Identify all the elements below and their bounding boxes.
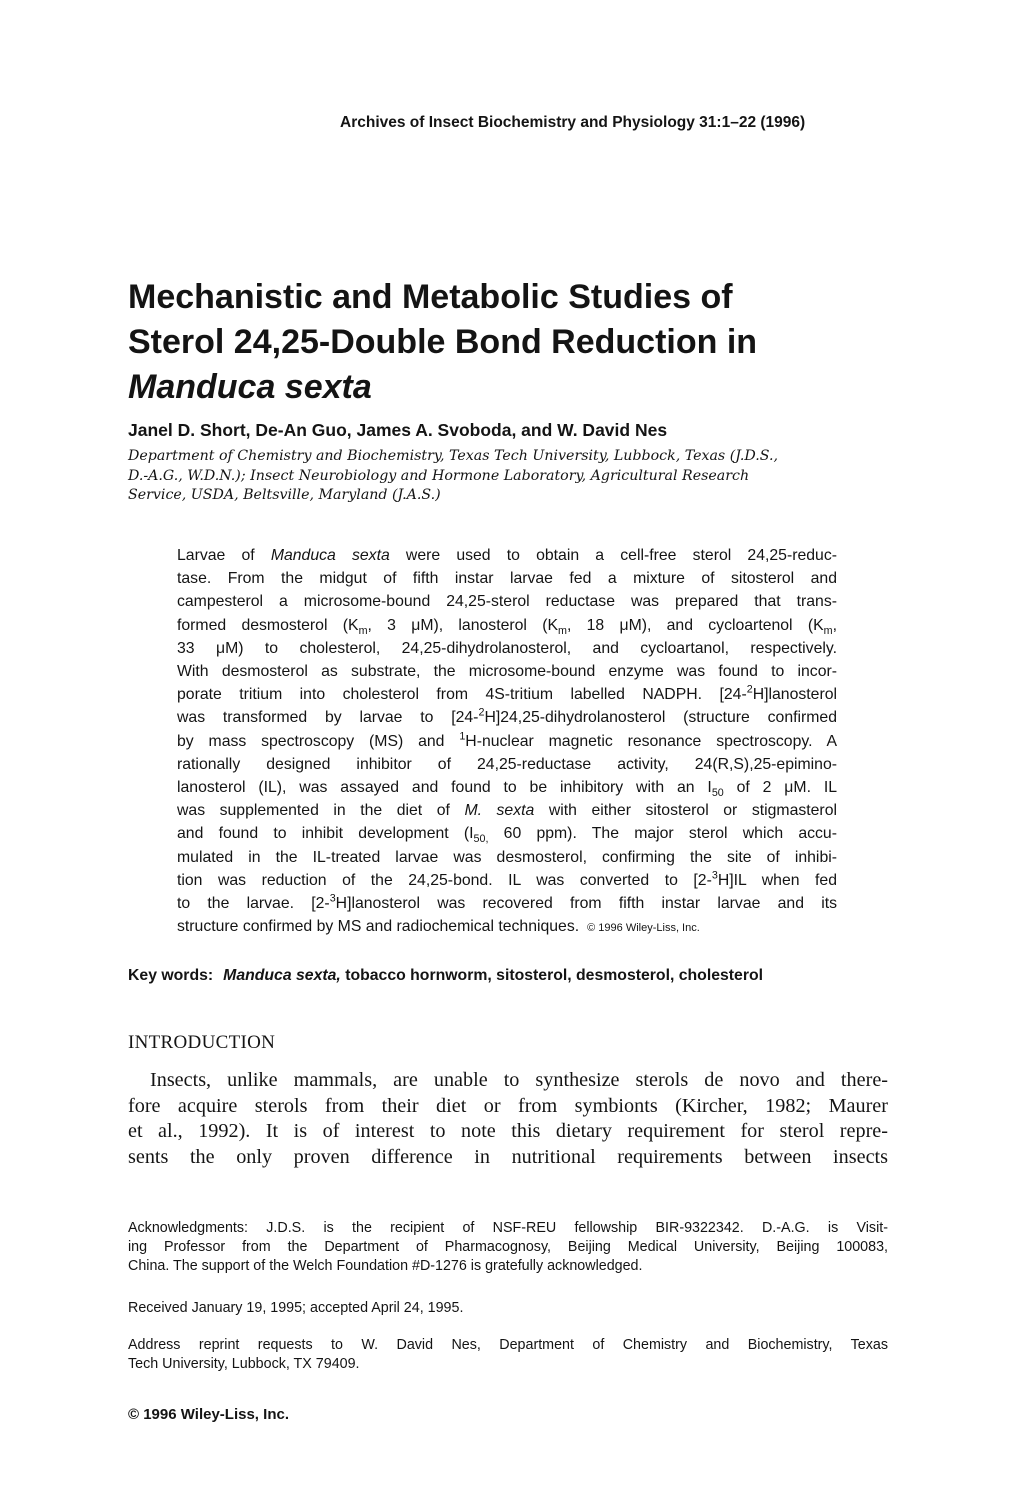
abstract-line: 33 μM) to cholesterol, 24,25-dihydrolanosterol, and cycloartanol, respectively. xyxy=(177,639,837,657)
body-line: et al., 1992). It is of interest to note this dietary requirement for sterol repre- xyxy=(128,1120,888,1143)
received-dates: Received January 19, 1995; accepted April 24, 1995. xyxy=(128,1300,464,1316)
body-line: sents the only proven difference in nutritional requirements between insects xyxy=(128,1145,888,1168)
keywords xyxy=(128,967,888,985)
abstract-line: by mass spectroscopy (MS) and $^1$H-nuclear magnetic resonance spectroscopy. A xyxy=(177,730,837,750)
body-line: fore acquire sterols from their diet or from symbionts (Kircher, 1982; Maurer xyxy=(128,1094,888,1117)
abstract-line: lanosterol (IL), was assayed and found to be inhibitory with an $I_{50}$ of 2 μM. IL xyxy=(177,779,837,800)
keyword-list: tobacco hornworm, sitosterol, desmosterol, cholesterol xyxy=(340,967,764,984)
abstract-line: structure confirmed by MS and radiochemical techniques. © 1996 Wiley-Liss, Inc. xyxy=(177,918,700,936)
abstract xyxy=(177,544,837,940)
copyright-notice: © 1996 Wiley-Liss, Inc. xyxy=(128,1406,289,1423)
footnote-line: ing Professor from the Department of Pharmacognosy, Beijing Medical University, Beijing 100083, xyxy=(128,1239,888,1255)
keyword-species: Manduca sexta, xyxy=(223,967,341,984)
title-line-2: Sterol 24,25-Double Bond Reduction in xyxy=(128,323,758,361)
abstract-line: campesterol a microsome-bound 24,25-sterol reductase was prepared that trans- xyxy=(177,593,837,611)
footnote-line: Acknowledgments: J.D.S. is the recipient of NSF-REU fellowship BIR-9322342. D.-A.G. is Visit- xyxy=(128,1220,888,1236)
article-title xyxy=(128,275,888,410)
reprint-address xyxy=(128,1336,888,1374)
abstract-line: was transformed by larvae to [24-$^2$H]24,25-dihydrolanosterol (structure confirmed xyxy=(177,707,837,727)
abstract-line: and found to inhibit development ($I_{50,}$ 60 ppm). The major sterol which accu- xyxy=(177,825,837,846)
abstract-line: Larvae of Manduca sexta were used to obtain a cell-free sterol 24,25-reduc- xyxy=(177,547,837,564)
introduction-body xyxy=(128,1068,888,1170)
title-line-1: Mechanistic and Metabolic Studies of xyxy=(128,278,733,316)
acknowledgments xyxy=(128,1219,888,1276)
species-name: M. sexta xyxy=(464,802,535,820)
species-name: Manduca sexta xyxy=(270,547,390,564)
abstract-line: was supplemented in the diet of M. sexta with either sitosterol or stigmasterol xyxy=(177,802,837,820)
affiliation-line: Service, USDA, Beltsville, Maryland (J.A.S.) xyxy=(128,487,441,503)
abstract-line: porate tritium into cholesterol from 4S-tritium labelled NADPH. [24-$^2$H]lanosterol xyxy=(177,683,837,704)
abstract-line: rationally designed inhibitor of 24,25-reductase activity, 24(R,S),25-epimino- xyxy=(177,755,837,773)
abstract-line: mulated in the IL-treated larvae was desmosterol, confirming the site of inhibi- xyxy=(177,848,837,866)
body-line: Insects, unlike mammals, are unable to synthesize sterols de novo and there- xyxy=(150,1069,888,1091)
affiliations xyxy=(128,447,888,506)
section-heading-introduction: INTRODUCTION xyxy=(128,1032,276,1053)
journal-running-head: Archives of Insect Biochemistry and Physiology 31:1–22 (1996) xyxy=(340,114,806,131)
abstract-line: tase. From the midgut of fifth instar larvae fed a mixture of sitosterol and xyxy=(177,570,837,588)
abstract-copyright: © 1996 Wiley-Liss, Inc. xyxy=(587,922,700,935)
author-list: Janel D. Short, De-An Guo, James A. Svoboda, and W. David Nes xyxy=(128,420,668,440)
abstract-line: With desmosterol as substrate, the microsome-bound enzyme was found to incor- xyxy=(177,663,837,681)
abstract-line: tion was reduction of the 24,25-bond. IL was converted to [2-$^3$H]IL when fed xyxy=(177,869,837,889)
abstract-line: formed desmosterol ($K_m$, 3 μM), lanosterol ($K_m$, 18 μM), and cycloartenol ($K_m$, xyxy=(177,616,837,637)
keywords-label: Key words: xyxy=(128,967,214,984)
affiliation-line: Department of Chemistry and Biochemistry, Texas Tech University, Lubbock, Texas (J.D.S., xyxy=(128,448,778,464)
footnote-line: Address reprint requests to W. David Nes, Department of Chemistry and Biochemistry, Texas xyxy=(128,1337,888,1353)
affiliation-line: D.-A.G., W.D.N.); Insect Neurobiology and Hormone Laboratory, Agricultural Research xyxy=(128,467,750,484)
abstract-line: to the larvae. [2-$^3$H]lanosterol was recovered from fifth instar larvae and its xyxy=(177,892,838,913)
footnote-line: China. The support of the Welch Foundation #D-1276 is gratefully acknowledged. xyxy=(128,1258,643,1274)
footnote-line: Tech University, Lubbock, TX 79409. xyxy=(128,1356,360,1372)
title-line-3: Manduca sexta xyxy=(128,368,372,406)
